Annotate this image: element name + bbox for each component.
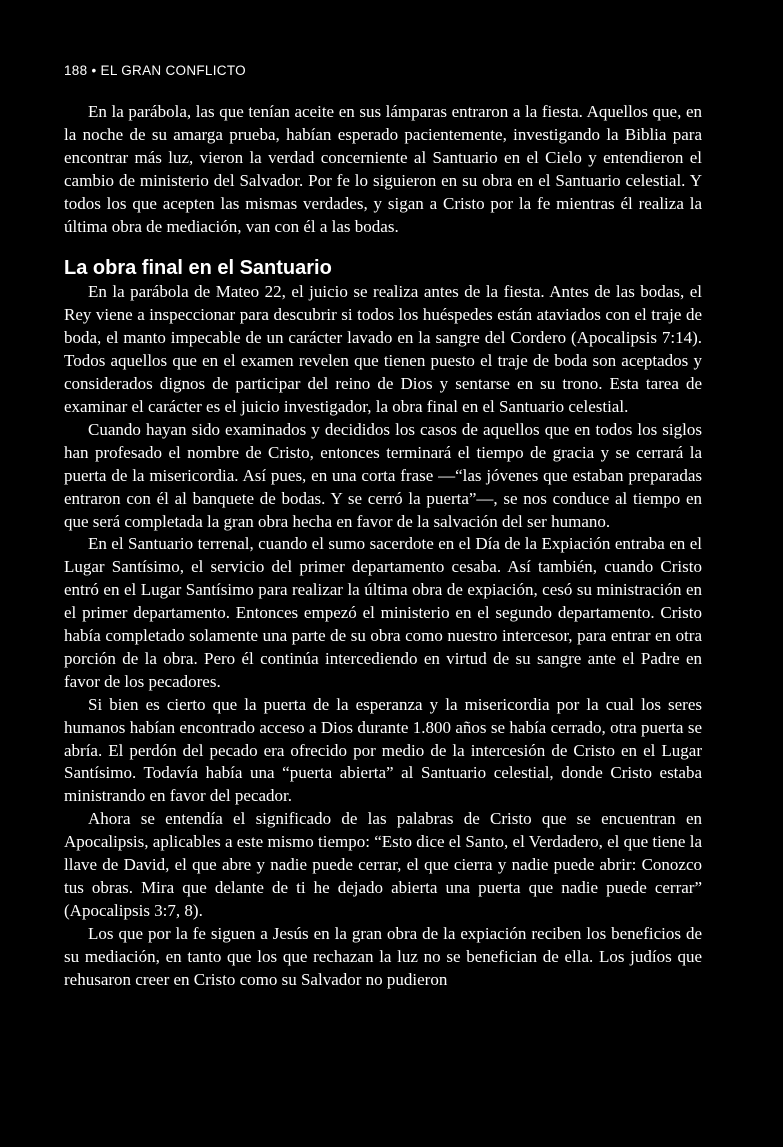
section-heading: La obra final en el Santuario	[64, 257, 332, 280]
paragraph: En el Santuario terrenal, cuando el sumo sacerdote en el Día de la Expiación entraba en el Lugar Santísimo, el servicio del primer departamento cesaba. Así también, cuando Cristo entró en el Lugar Santísimo para realizar la última obra de expiación, cesó su ministración en el primer departamento. Entonces empezó el ministerio en el segundo departamento. Cristo había completado solamente una parte de su obra como nuestro intercesor, para entrar en otra porción de la obra. Pero él continúa intercediendo en virtud de su sangre ante el Padre en favor de los pecadores.	[64, 534, 702, 691]
paragraph: Ahora se entendía el significado de las palabras de Cristo que se encuentran en Apocalipsis, aplicables a este mismo tiempo: “Esto dice el Santo, el Verdadero, el que tiene la llave de David, el que abre y nadie puede cerrar, el que cierra y nadie puede abrir: Conozco tus obras. Mira que delante de ti he dejado abierta una puerta que nadie puede cerrar” (Apocalipsis 3:7, 8).	[64, 809, 702, 920]
page-body	[64, 101, 702, 992]
paragraph: Si bien es cierto que la puerta de la esperanza y la misericordia por la cual los seres humanos habían encontrado acceso a Dios durante 1.800 años se había cerrado, otra puerta se abría. El perdón del pecado era ofrecido por medio de la intercesión de Cristo en el Lugar Santísimo. Todavía había una “puerta abierta” al Santuario celestial, donde Cristo estaba ministrando en favor del pecador.	[64, 694, 702, 806]
paragraph: Los que por la fe siguen a Jesús en la gran obra de la expiación reciben los beneficios de su mediación, en tanto que los que rechazan la luz no se benefician de ella. Los judíos que rehusaron creer en Cristo como su Salvador no pudieron	[64, 923, 702, 989]
paragraph: En la parábola, las que tenían aceite en sus lámparas entraron a la fiesta. Aquellos que, en la noche de su amarga prueba, habían esperado pacientemente, investigando la Biblia para encontrar más luz, vieron la verdad concerniente al Santuario en el Cielo y entendieron el cambio de ministerio del Salvador. Por fe lo siguieron en su obra en el Santuario celestial. Y todos los que acepten las mismas verdades, y sigan a Cristo por la fe mientras él realiza la última obra de mediación, van con él a las bodas.	[64, 102, 702, 236]
paragraph: Cuando hayan sido examinados y decididos los casos de aquellos que en todos los siglos han profesado el nombre de Cristo, entonces terminará el tiempo de gracia y se cerrará la puerta de la misericordia. Así pues, en una corta frase —“las jóvenes que estaban preparadas entraron con él al banquete de bodas. Y se cerró la puerta”—, se nos conduce al tiempo en que será completada la gran obra hecha en favor de la salvación del ser humano.	[64, 419, 702, 531]
running-head: 188 • EL GRAN CONFLICTO	[64, 63, 246, 78]
paragraph: En la parábola de Mateo 22, el juicio se realiza antes de la fiesta. Antes de las bodas, el Rey viene a inspeccionar para descubrir si todos los huéspedes están ataviados con el traje de boda, el manto impecable de un carácter lavado en la sangre del Cordero (Apocalipsis 7:14). Todos aquellos que en el examen revelen que tienen puesto el traje de boda son aceptados y considerados dignos de participar del reino de Dios y sentarse en su trono. Esta tarea de examinar el carácter es el juicio investigador, la obra final en el Santuario celestial.	[64, 282, 702, 416]
